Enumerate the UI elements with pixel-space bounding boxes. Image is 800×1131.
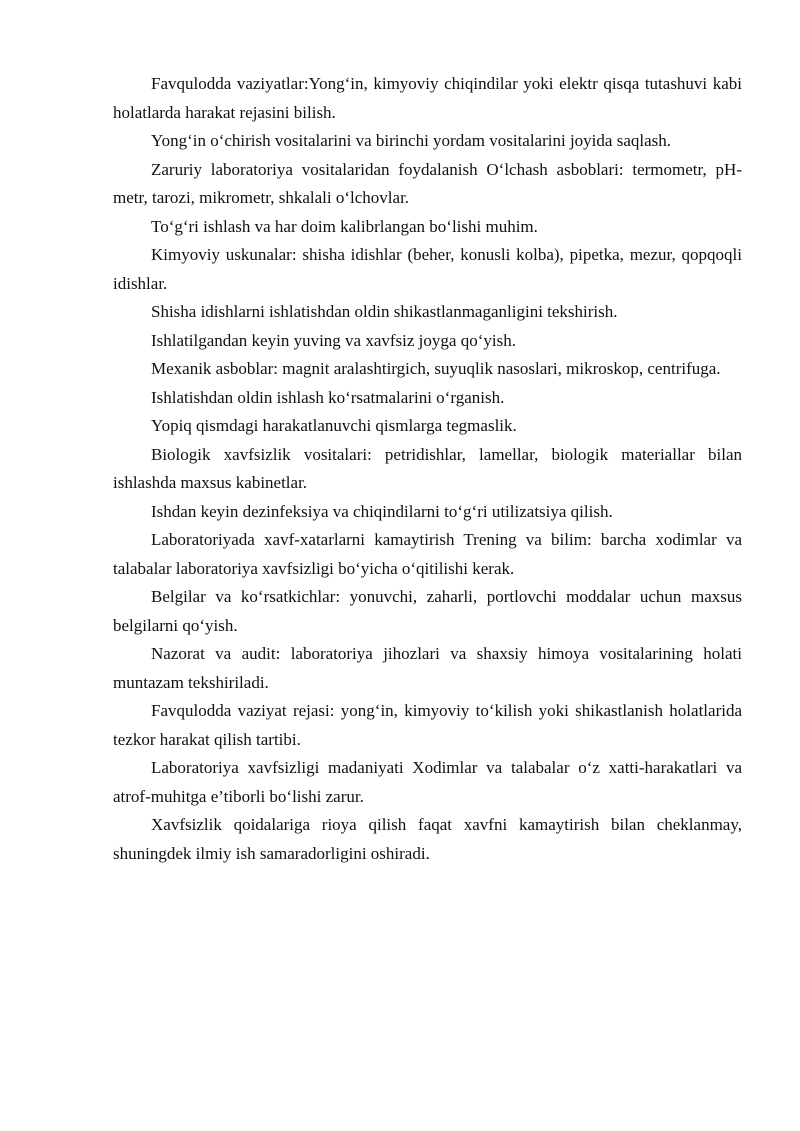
paragraph-glassware-check: Shisha idishlarni ishlatishdan oldin shikastlanmaganligini tekshirish. [151, 302, 618, 321]
paragraph-moving-parts: Yopiq qismdagi harakatlanuvchi qismlarga tegmaslik. [151, 416, 517, 435]
paragraph-disinfection: Ishdan keyin dezinfeksiya va chiqindilarni to‘g‘ri utilizatsiya qilish. [151, 501, 613, 521]
paragraph-wash-after-use: Ishlatilgandan keyin yuving va xavfsiz joyga qo‘yish. [151, 330, 516, 350]
paragraph-mechanical-tools: Mexanik asboblar: magnit aralashtirgich, suyuqlik nasoslari, mikroskop, centrifuga. [151, 359, 721, 378]
paragraph-calibration: To‘g‘ri ishlash va har doim kalibrlangan bo‘lishi muhim. [151, 216, 538, 236]
paragraph-measuring-instruments: Zaruriy laboratoriya vositalaridan foydalanish O‘lchash asboblari: termometr, pH-metr, tarozi, mikrometr, shkalali o‘lchovlar. [113, 159, 742, 207]
paragraph-safety-culture: Laboratoriya xavfsizligi madaniyati Xodimlar va talabalar o‘z xatti-harakatlari va atrof-muhitga e’tiborli bo‘lishi zarur. [113, 758, 742, 806]
paragraph-chemical-equipment: Kimyoviy uskunalar: shisha idishlar (beher, konusli kolba), pipetka, mezur, qopqoqli idishlar. [113, 245, 742, 293]
paragraph-audit: Nazorat va audit: laboratoriya jihozlari va shaxsiy himoya vositalarining holati muntazam tekshiriladi. [113, 644, 742, 692]
paragraph-study-instructions: Ishlatishdan oldin ishlash ko‘rsatmalarini o‘rganish. [151, 387, 505, 407]
paragraph-training: Laboratoriyada xavf-xatarlarni kamaytirish Trening va bilim: barcha xodimlar va talabalar laboratoriya xavfsizligi bo‘yicha o‘qitilishi kerak. [113, 530, 742, 578]
paragraph-emergency-situations: Favqulodda vaziyatlar:Yong‘in, kimyoviy chiqindilar yoki elektr qisqa tutashuvi kabi holatlarda harakat rejasini bilish. [113, 74, 742, 122]
paragraph-fire-extinguishers: Yong‘in o‘chirish vositalarini va birinchi yordam vositalarini joyida saqlash. [151, 131, 671, 150]
document-body [113, 70, 742, 868]
paragraph-conclusion: Xavfsizlik qoidalariga rioya qilish faqat xavfni kamaytirish bilan cheklanmay, shuningdek ilmiy ish samaradorligini oshiradi. [113, 815, 742, 863]
paragraph-emergency-plan: Favqulodda vaziyat rejasi: yong‘in, kimyoviy to‘kilish yoki shikastlanish holatlarida tezkor harakat qilish tartibi. [113, 701, 742, 749]
paragraph-signs: Belgilar va ko‘rsatkichlar: yonuvchi, zaharli, portlovchi moddalar uchun maxsus belgilarni qo‘yish. [113, 587, 742, 635]
paragraph-biosafety-tools: Biologik xavfsizlik vositalari: petridishlar, lamellar, biologik materiallar bilan ishlashda maxsus kabinetlar. [113, 444, 742, 492]
